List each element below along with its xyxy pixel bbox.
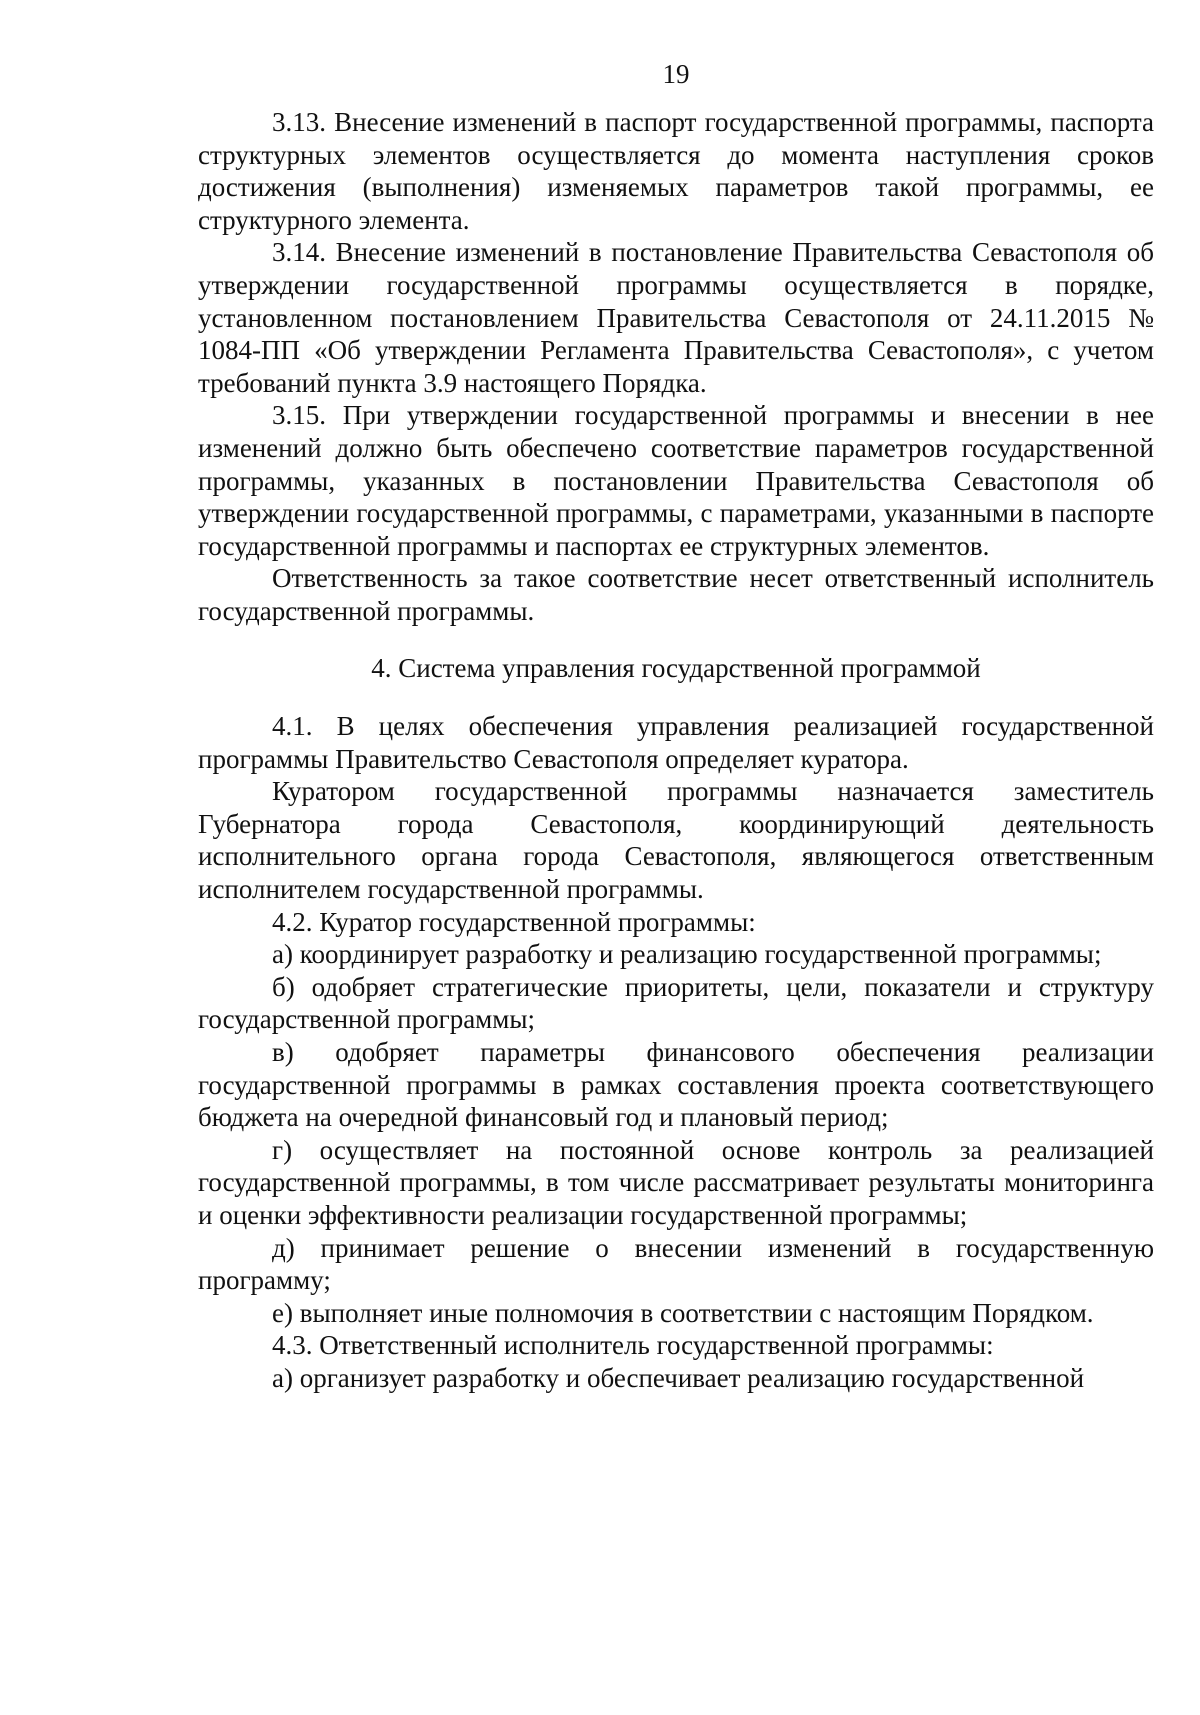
paragraph-curator: Куратором государственной программы назначается заместитель Губернатора города Севастополя, координирующий деятельность исполнительного органа города Севастополя, являющегося ответственным исполнителем государственной программы.	[198, 776, 1154, 905]
paragraph-responsibility: Ответственность за такое соответствие несет ответственный исполнитель государственной программы.	[198, 563, 1154, 626]
section-heading: 4. Система управления государственной программой	[371, 652, 981, 683]
paragraph-3-15: 3.15. При утверждении государственной программы и внесении в нее изменений должно быть обеспечено соответствие параметров государственной программы, указанных в постановлении Правительства Севастополя об утверждении государственной программы, с параметрами, указанными в паспорте государственной программы и паспортах ее структурных элементов.	[198, 400, 1154, 561]
list-item-4-3-a: а) организует разработку и обеспечивает реализацию государственной	[272, 1362, 1085, 1393]
list-item-4-2-e: е) выполняет иные полномочия в соответствии с настоящим Порядком.	[272, 1297, 1094, 1328]
list-item-4-2-d: д) принимает решение о внесении изменений в государственную программу;	[198, 1232, 1154, 1296]
page-number: 19	[662, 59, 690, 89]
paragraph-4-2: 4.2. Куратор государственной программы:	[272, 906, 756, 937]
document-page	[198, 58, 1154, 1395]
paragraph-3-14: 3.14. Внесение изменений в постановление Правительства Севастополя об утверждении государственной программы осуществляется в порядке, установленном постановлением Правительства Севастополя от 24.11.2015 № 1084-ПП «Об утверждении Регламента Правительства Севастополя», с учетом требований пункта 3.9 настоящего Порядка.	[198, 237, 1154, 398]
list-item-4-2-b: б) одобряет стратегические приоритеты, цели, показатели и структуру государственной программы;	[198, 971, 1154, 1035]
list-item-4-2-g: г) осуществляет на постоянной основе контроль за реализацией государственной программы, в том числе рассматривает результаты мониторинга и оценки эффективности реализации государственной программы;	[198, 1134, 1154, 1230]
paragraph-3-13: 3.13. Внесение изменений в паспорт государственной программы, паспорта структурных элементов осуществляется до момента наступления сроков достижения (выполнения) изменяемых параметров такой программы, ее структурного элемента.	[198, 107, 1154, 235]
paragraph-4-1: 4.1. В целях обеспечения управления реализацией государственной программы Правительство Севастополя определяет куратора.	[198, 711, 1154, 774]
paragraph-4-3: 4.3. Ответственный исполнитель государственной программы:	[272, 1330, 994, 1361]
list-item-4-2-v: в) одобряет параметры финансового обеспечения реализации государственной программы в рамках составления проекта соответствующего бюджета на очередной финансовый год и плановый период;	[198, 1037, 1154, 1133]
list-item-4-2-a: а) координирует разработку и реализацию государственной программы;	[272, 939, 1102, 970]
